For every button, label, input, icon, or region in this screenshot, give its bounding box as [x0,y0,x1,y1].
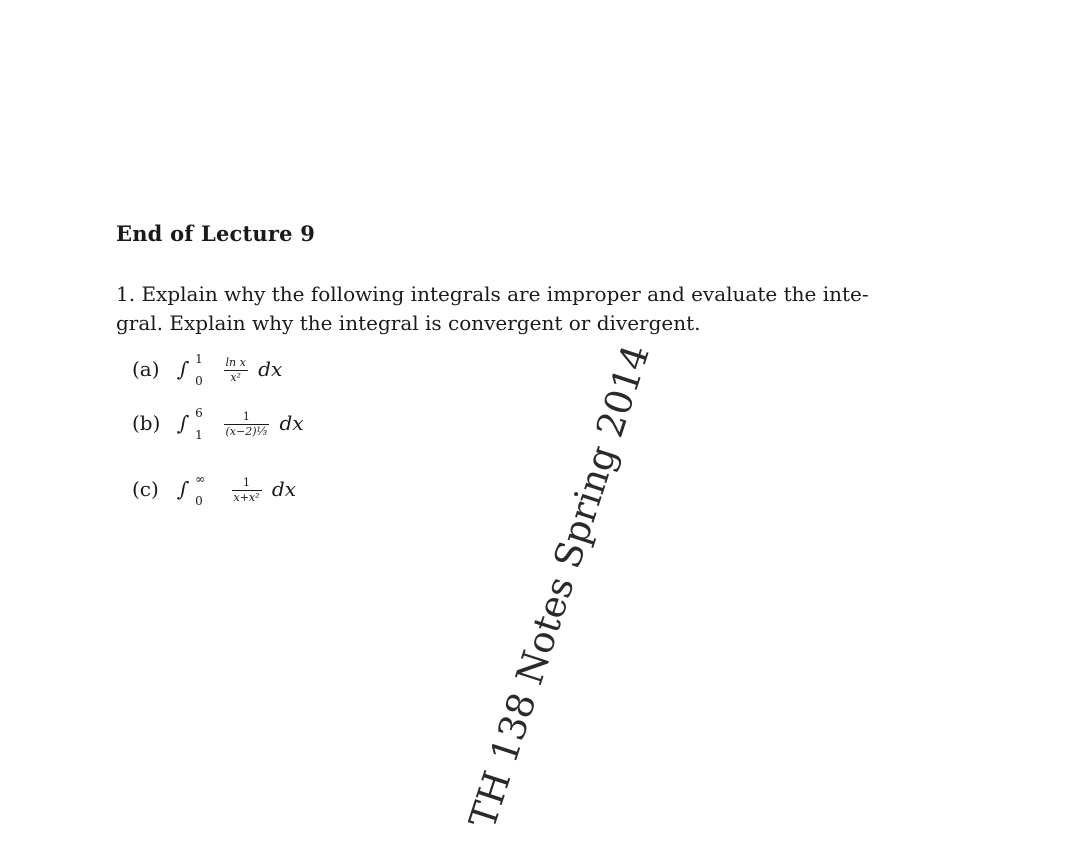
integral-sign: ∫ [176,357,191,381]
problem-text: 1. Explain why the following integrals are improper and evaluate the inte-gral. Explain why the integral is convergent or divergent. [116,282,869,335]
numerator: 1 [232,477,262,491]
lower-bound: 0 [195,493,203,508]
upper-bound: ∞ [195,471,206,486]
lower-bound: 0 [195,373,203,388]
integral-sign: ∫ [176,411,191,435]
item-label: (c) [132,477,159,501]
integrand-fraction [224,357,248,384]
integrand-fraction [232,477,262,504]
upper-bound: 6 [195,405,203,420]
integral-item-b [132,405,304,442]
integral-item-a [132,351,283,388]
integrand-fraction [224,411,270,438]
item-label: (b) [132,411,161,435]
denominator: x+x² [233,491,260,504]
problem-statement [116,280,906,338]
integral-sign: ∫ [176,477,191,501]
numerator: ln x [225,356,246,369]
differential: dx [279,411,304,435]
differential: dx [258,357,283,381]
watermark: TH 138 Notes Spring 2014 [460,339,658,834]
item-label: (a) [132,357,160,381]
lecture-heading: End of Lecture 9 [116,221,316,246]
differential: dx [271,477,296,501]
denominator: (x−2)⅓ [225,425,268,438]
numerator: 1 [224,411,270,425]
upper-bound: 1 [195,351,203,366]
lower-bound: 1 [195,427,203,442]
denominator: x² [230,371,241,384]
integral-item-c [132,471,296,508]
